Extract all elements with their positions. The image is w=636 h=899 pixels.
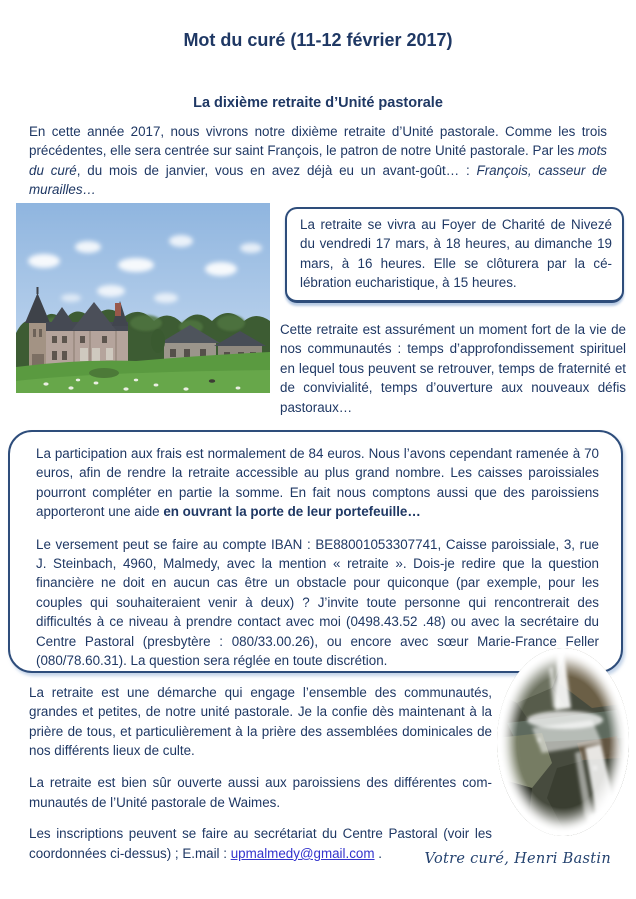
- closing-section: [29, 683, 492, 876]
- fees-bold-text: en ouvrant la porte de leur portefeuille…: [163, 504, 421, 520]
- section-title: La dixième retraite d’Unité pastorale: [193, 95, 443, 111]
- inscriptions-text: Les inscriptions peuvent se faire au secrétariat du Centre Pastoral (voir les coordonnées ci-dessus) ; E.mail :: [29, 826, 492, 861]
- intro-text-1: En cette année 2017, nous vivrons notre dixième retraite d’Unité pastorale. Comme les trois précédentes, elle sera centrée sur saint François, le patron de notre Unité pastorale. Par les: [29, 124, 607, 159]
- retreat-dates-box: [285, 207, 624, 303]
- intro-italic-1: mots du curé: [29, 143, 607, 178]
- chateau-illustration: [16, 203, 270, 393]
- signature: Votre curé, Henri Bastin: [424, 851, 611, 867]
- waterfall-oval-frame: [497, 648, 629, 836]
- moment-paragraph: Cette retraite est assurément un moment fort de la vie de nos communautés : temps d’approfondissement spirituel en lequel tous peuvent se retrouver, temps de fraternité et de convivialité, temps d’ouverture aux nouveaux défis pastoraux…: [280, 322, 626, 415]
- intro-paragraph: [29, 122, 607, 200]
- fees-paragraph: [36, 444, 599, 522]
- waterfall-illustration: [497, 648, 629, 836]
- fees-text: La participation aux frais est normalement de 84 euros. Nous l’avons cependant ramenée à 70 euros, afin de rendre la retraite accessible au plus grand nombre. Les caisses paroissiales pourront compléter en partie la somme. En fait nous comptons aussi que des paroissiens apporteront une aide: [36, 446, 599, 520]
- retreat-dates-text: La retraite se vivra au Foyer de Charité de Nivezé du vendredi 17 mars, à 18 heures, au dimanche 19 mars, à 16 heures. Elle se clôturera par la célébration eucharistique, à 15 heures.: [300, 217, 612, 291]
- waterfall-photo: [497, 648, 629, 836]
- chateau-photo: [16, 203, 270, 393]
- email-link[interactable]: upmalmedy@gmail.com: [230, 845, 375, 861]
- closing-paragraph-1: La retraite est une démarche qui engage l’ensemble des communautés, grandes et petites, de notre unité pastorale. Je la confie dès maintenant à la prière de tous, et particulièrement à la prière des assemblées dominicales de nos différents lieux de culte.: [29, 685, 492, 759]
- intro-text-2: , du mois de janvier, vous en avez déjà eu un avant-goût… :: [76, 162, 477, 178]
- inscriptions-text-end: .: [374, 845, 382, 861]
- page-title: Mot du curé (11-12 février 2017): [183, 30, 453, 50]
- inscriptions-paragraph: [29, 824, 492, 863]
- intro-italic-2: François, casseur de murailles…: [29, 162, 607, 198]
- payment-paragraph: Le versement peut se faire au compte IBAN : BE88001053307741, Caisse paroissiale, 3, rue J. Steinbach, 4960, Malmedy, avec la mention « retraite ». Dois-je redire que la question financière ne doit en aucun cas être un obstacle pour quiconque (par exemple, pour les couples qui souhaiteraient venir à deux) ? J’invite toute personne qui rencontrerait des difficultés à ce niveau à prendre contact avec moi (0498.43.52 .48) ou avec la secrétaire du Centre Pastoral (presbytère : 080/33.00.26), ou encore avec sœur Marie-France Feller (080/78.60.31). La question sera réglée en toute discrétion.: [36, 536, 599, 669]
- closing-paragraph-2: La retraite est bien sûr ouverte aussi aux paroissiens des différentes communautés de l’Unité pastorale de Waimes.: [29, 775, 492, 810]
- fees-box: [8, 430, 623, 673]
